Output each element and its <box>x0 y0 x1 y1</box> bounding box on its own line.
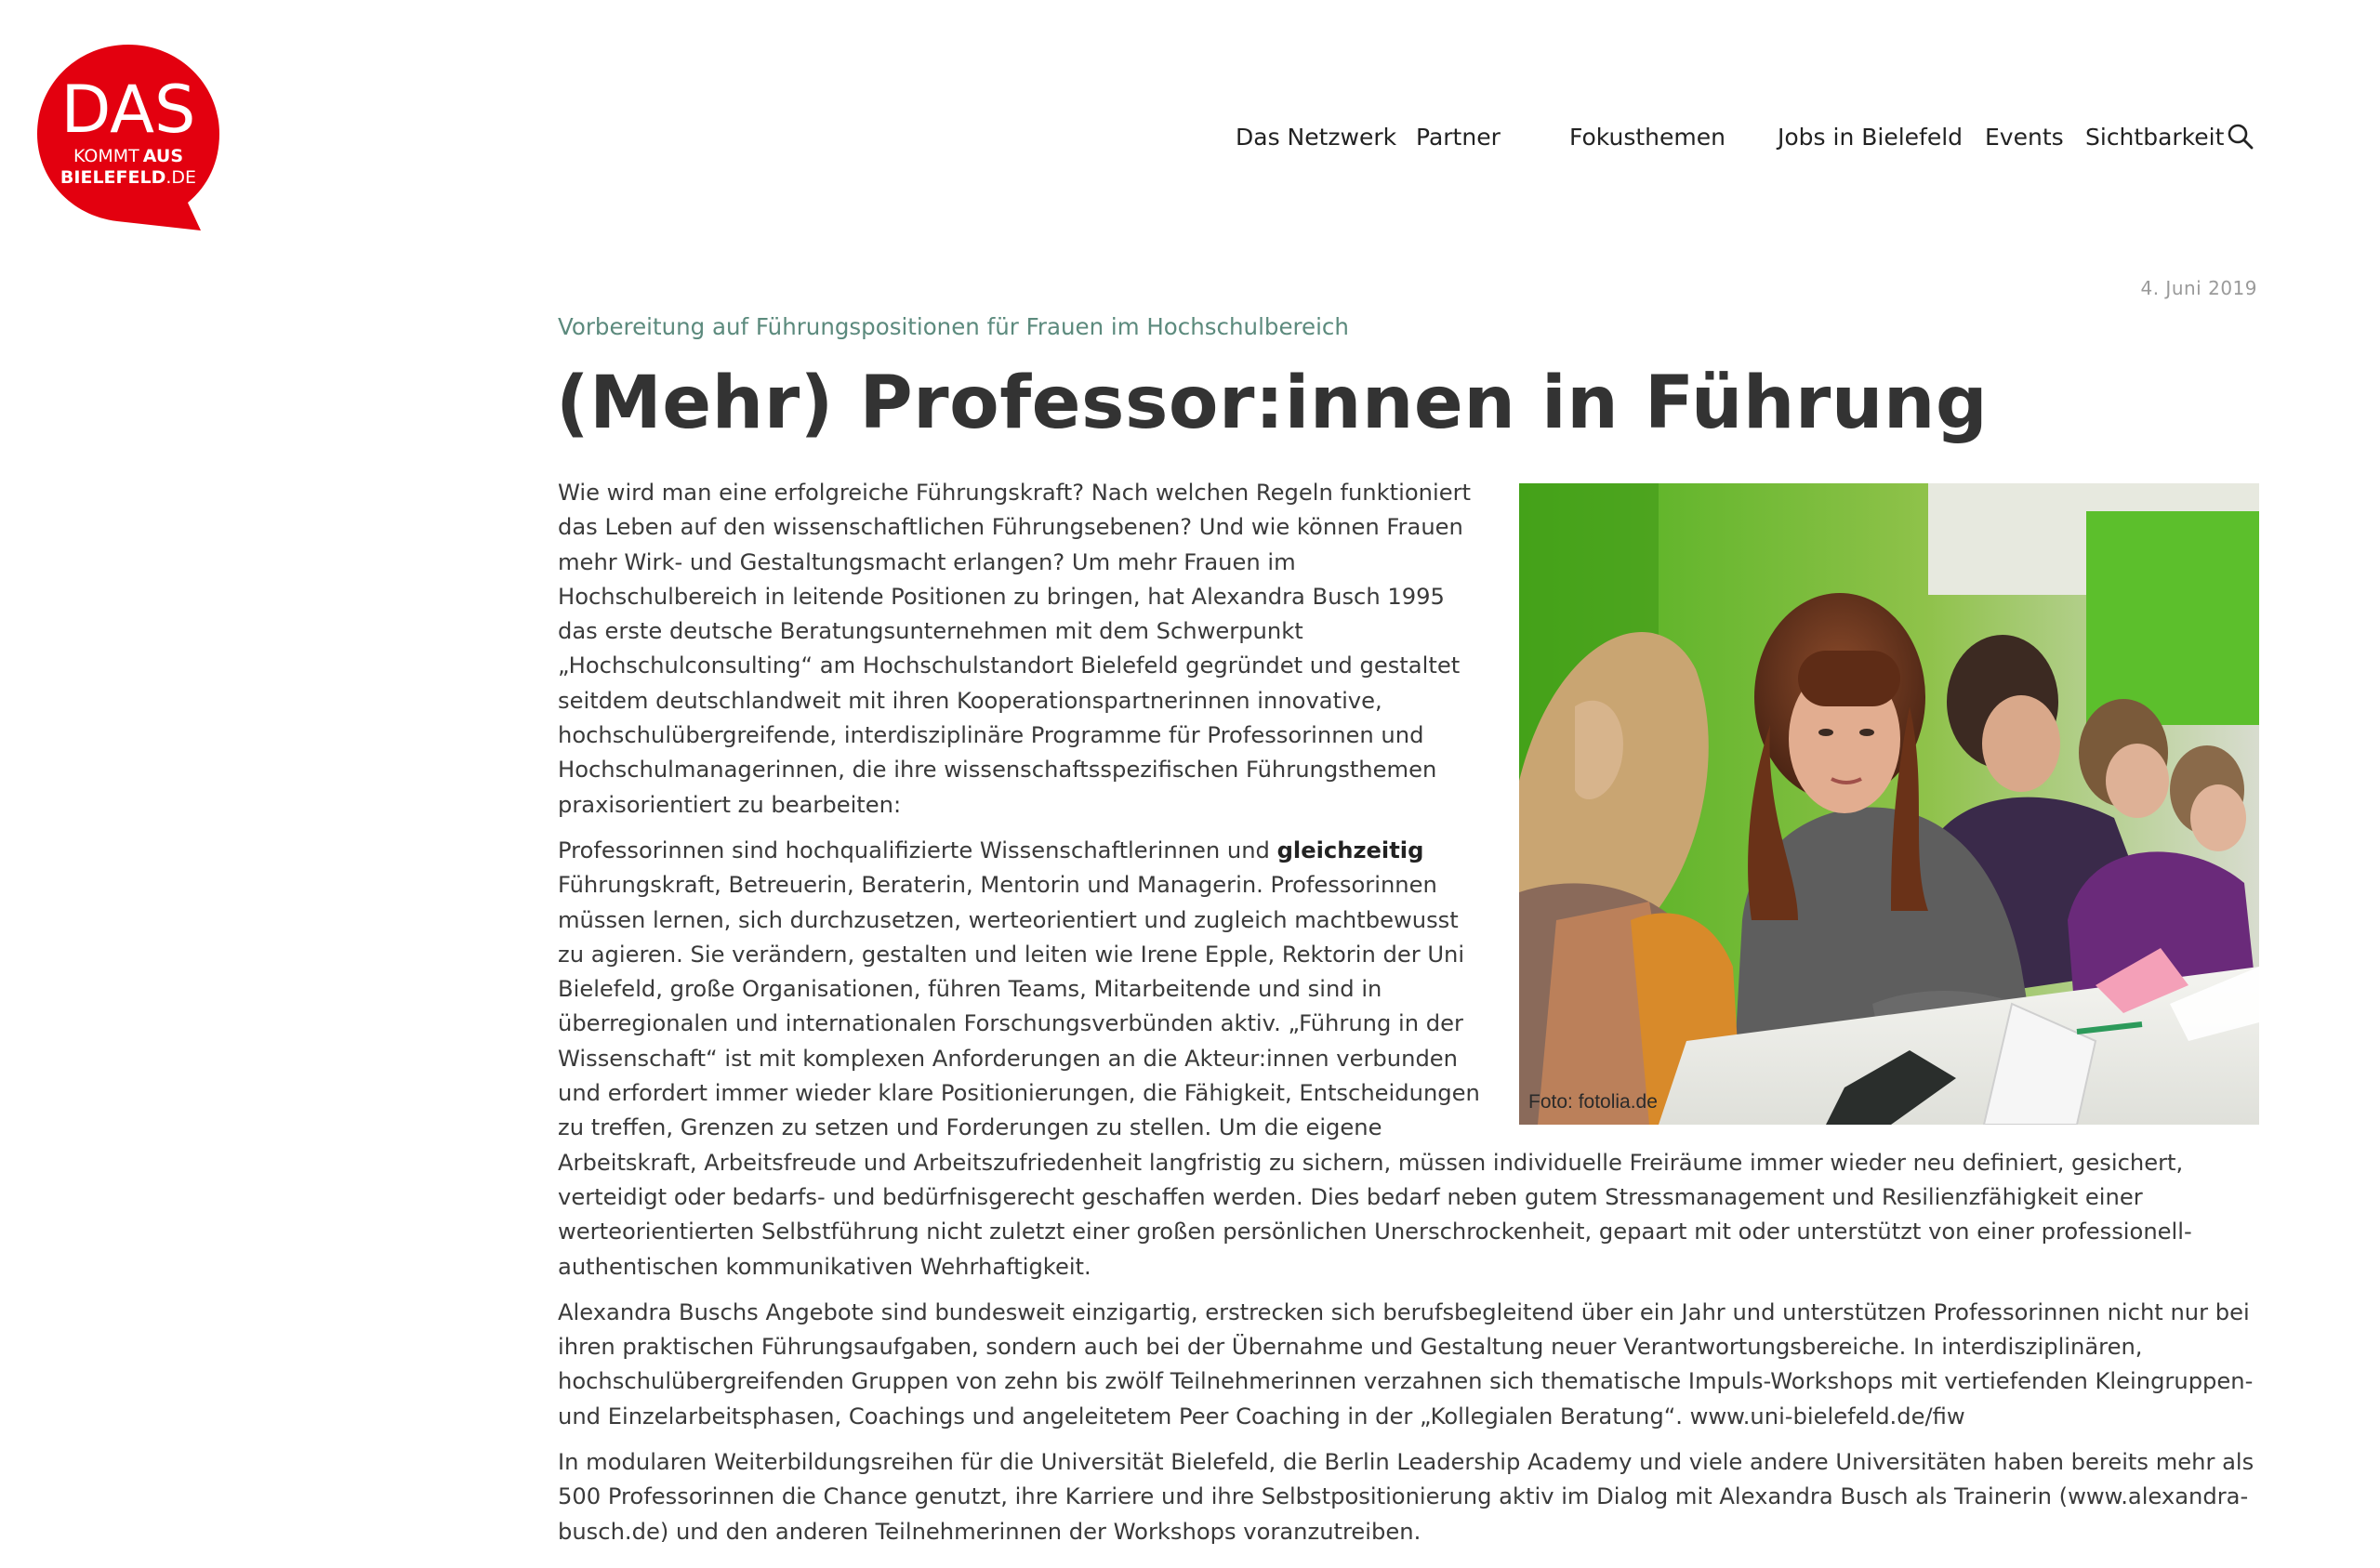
article-paragraph-3 <box>558 1296 2259 1434</box>
svg-text:KOMMTAUS <box>73 146 183 166</box>
paragraph-2-start: Professorinnen sind hochqualifizierte Wissenschaftlerinnen und <box>558 837 1277 863</box>
site-logo[interactable] <box>32 39 225 232</box>
svg-text:BIELEFELD.DE <box>60 167 196 188</box>
paragraph-2-bold: gleichzeitig <box>1276 837 1424 863</box>
main-navigation <box>1209 119 2268 156</box>
search-icon[interactable] <box>2226 122 2255 152</box>
nav-events[interactable]: Events <box>1985 124 2064 151</box>
workshop-photo-image <box>1519 483 2259 1125</box>
article-paragraph-4: In modularen Weiterbildungsreihen für die Universität Bielefeld, die Berlin Leadership Academy und viele andere Universitäten haben bereits mehr als 500 Professorinnen die Chance genutzt, ihre Karriere und ihre Selbstpositionierung aktiv im Dialog mit Alexandra Busch als Trainerin (www.alexandra-busch.de) und den anderen Teilnehmerinnen der Workshops voranzutreiben. <box>558 1449 2254 1545</box>
paragraph-3-text: Alexandra Buschs Angebote sind bundesweit einzigartig, erstrecken sich berufsbegleitend über ein Jahr und unterstützen Professorinnen nicht nur bei ihren praktischen Führungsaufgaben, sondern auch bei der Übernahme und Gestaltung neuer Verantwortungsbereiche. In interdisziplinären, hochschulübergreifenden Gruppen von zehn bis zwölf Teilnehmerinnen verzahnen sich thematische Impuls-Workshops mit vertiefenden Kleingruppen- und Einzelarbeitsphasen, Coachings und angeleitetem Peer Coaching in der „Kollegialen Beratung“. <box>558 1298 2254 1430</box>
nav-jobs-in-bielefeld[interactable]: Jobs in Bielefeld <box>1778 124 1964 151</box>
logo-text-bielefeld: BIELEFELD <box>60 167 166 188</box>
logo-text-kommt: KOMMT <box>73 146 139 166</box>
article-body <box>558 476 2259 1561</box>
photo-credit: Foto: fotolia.de <box>1528 1090 1658 1113</box>
nav-sichtbarkeit[interactable]: Sichtbarkeit <box>2085 124 2225 151</box>
uni-bielefeld-link[interactable]: www.uni-bielefeld.de/fiw <box>1689 1403 1965 1430</box>
article-title: (Mehr) Professor:innen in Führung <box>556 362 1989 445</box>
article-kicker: Vorbereitung auf Führungspositionen für Frauen im Hochschulbereich <box>558 313 1349 340</box>
nav-partner[interactable]: Partner <box>1416 124 1501 151</box>
article-paragraph-1: Wie wird man eine erfolgreiche Führungskraft? Nach welchen Regeln funktioniert das Leben auf den wissenschaftlichen Führungsebenen? Und wie können Frauen mehr Wirk- und Gestaltungsmacht erlangen? Um mehr Frauen im Hochschulbereich in leitende Positionen zu bringen, hat Alexandra Busch 1995 das erste deutsche Beratungsunternehmen mit dem Schwerpunkt „Hochschulconsulting“ am Hochschulstandort Bielefeld gegründet und gestaltet seitdem deutschlandweit mit ihren Kooperationspartnerinnen innovative, hochschulübergreifende, interdisziplinäre Programme für Professorinnen und Hochschulmanagerinnen, die ihre wissenschaftsspezifischen Führungsthemen praxisorientiert zu bearbeiten: <box>558 480 1472 818</box>
logo-text-das: DAS <box>60 72 196 148</box>
nav-das-netzwerk[interactable]: Das Netzwerk <box>1236 124 1397 151</box>
article-photo <box>1519 483 2259 1125</box>
post-date: 4. Juni 2019 <box>2140 277 2257 299</box>
paragraph-2-end: Führungskraft, Betreuerin, Beraterin, Mentorin und Managerin. Professorinnen müssen lernen, sich durchzusetzen, werteorientiert und zugleich machtbewusst zu agieren. Sie verändern, gestalten und leiten wie Irene Epple, Rektorin der Uni Bielefeld, große Organisationen, führen Teams, Mitarbeitende und sind in überregionalen und internationalen Forschungsverbünden aktiv. „Führung in der Wissenschaft“ ist mit komplexen Anforderungen an die Akteur:innen verbunden und erfordert immer wieder klare Positionierungen, die Fähigkeit, Entscheidungen zu treffen, Grenzen zu setzen und Forderungen zu stellen. Um die eigene Arbeitskraft, Arbeitsfreude und Arbeitszufriedenheit langfristig zu sichern, müssen individuelle Freiräume immer wieder neu definiert, gesichert, verteidigt oder bedarfs- und bedürfnisgerecht geschaffen werden. Dies bedarf neben gutem Stressmanagement und Resilienzfähigkeit einer werteorientierten Selbstführung nicht zuletzt einer großen persönlichen Unerschrockenheit, gepaart mit oder unterstützt von einer professionell-authentischen kommunikativen Wehrhaftigkeit. <box>558 872 2192 1280</box>
nav-fokusthemen[interactable]: Fokusthemen <box>1569 124 1726 151</box>
logo-text-de: .DE <box>165 167 197 188</box>
logo-text-aus: AUS <box>142 146 184 166</box>
